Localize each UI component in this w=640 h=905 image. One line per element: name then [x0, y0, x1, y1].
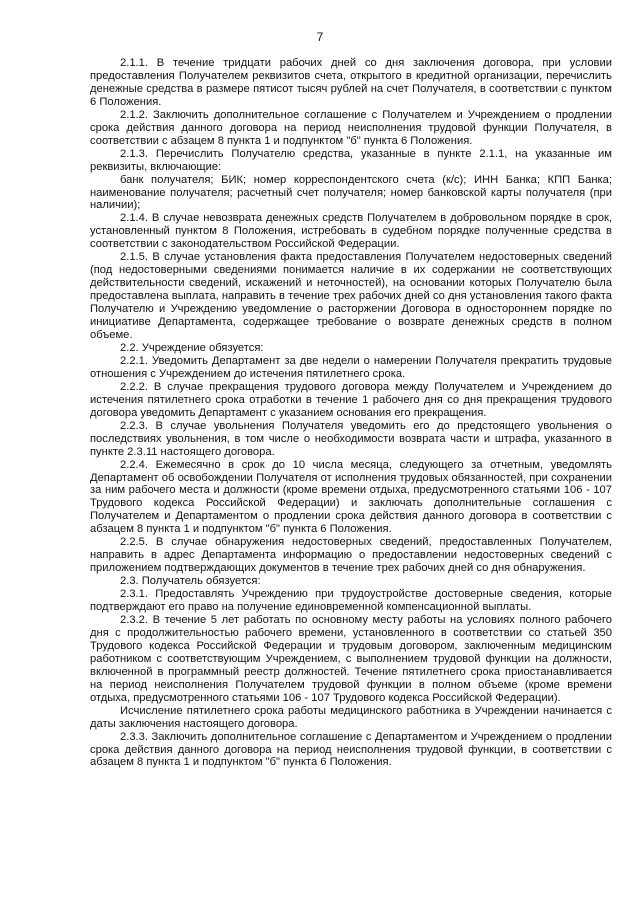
paragraph-2-2-4: 2.2.4. Ежемесячно в срок до 10 числа месяца, следующего за отчетным, уведомлять Департамент об освобождении Получателя от исполнения трудовых обязанностей, при сохранении за ним рабочего места и должности (кроме времени отдыха, предусмотренного статьями 106 - 107 Трудового кодекса Российской Федерации) и заключать дополнительные соглашения с Получателем и Департаментом о продлении срока действия данного договора в соответствии с абзацем 8 пункта 1 и подпунктом "б" пункта 6 Положения. [90, 458, 612, 536]
paragraph-2-3-2: 2.3.2. В течение 5 лет работать по основному месту работы на условиях полного рабочего дня с продолжительностью рабочего времени, установленного в соответствии со статьей 350 Трудового кодекса Российской Федерации и трудовым договором, заключенным медицинским работником с соответствующим Учреждением, с выполнением трудовой функции на должности, включенной в программный реестр должностей. Течение пятилетнего срока приостанавливается на период неисполнения Получателем трудовой функции в полном объеме (кроме времени отдыха, предусмотренного статьями 106 - 107 Трудового кодекса Российской Федерации). [90, 613, 612, 704]
paragraph-2-3-1: 2.3.1. Предоставлять Учреждению при трудоустройстве достоверные сведения, которые подтверждают его право на получение единовременной компенсационной выплаты. [90, 588, 612, 614]
paragraph-term-start: Исчисление пятилетнего срока работы медицинского работника в Учреждении начинается с даты заключения настоящего договора. [90, 704, 612, 730]
document-body [90, 57, 612, 769]
paragraph-2-1-4: 2.1.4. В случае невозврата денежных средств Получателем в добровольном порядке в срок, установленный пунктом 8 Положения, истребовать в судебном порядке полученные средства в соответствии с законодательством Российской Федерации. [90, 212, 612, 251]
section-heading-2-2: 2.2. Учреждение обязуется: [120, 341, 264, 354]
paragraph-2-3-3: 2.3.3. Заключить дополнительное соглашение с Департаментом и Учреждением о продлении срока действия данного договора на период неисполнения трудовой функции, в соответствии с абзацем 8 пункта 1 и подпунктом "б" пункта 6 Положения. [90, 730, 612, 769]
paragraph-2-1-2: 2.1.2. Заключить дополнительное соглашение с Получателем и Учреждением о продлении срока действия данного договора на период неисполнения трудовой функции Получателя, в соответствии с абзацем 8 пункта 1 и подпунктом "б" пункта 6 Положения. [90, 108, 612, 147]
paragraph-2-1-5: 2.1.5. В случае установления факта предоставления Получателем недостоверных сведений (под недостоверными сведениями понимается наличие в их содержании не соответствующих действительности сведений, искажений и неточностей), на основании которых Получателю была предоставлена выплата, направить в течение трех рабочих дней со дня установления такого факта Получателю и Учреждению уведомление о расторжении Договора в одностороннем порядке по инициативе Департамента, содержащее требование о возврате денежных средств в полном объеме. [90, 251, 612, 342]
paragraph-2-1-1: 2.1.1. В течение тридцати рабочих дней со дня заключения договора, при условии предоставления Получателем реквизитов счета, открытого в кредитной организации, перечислить денежные средства в размере пятисот тысяч рублей на счет Получателя, в соответствии с пунктом 6 Положения. [90, 57, 612, 108]
paragraph-2-2-5: 2.2.5. В случае обнаружения недостоверных сведений, предоставленных Получателем, направить в адрес Департамента информацию о предоставлении недостоверных сведений с приложением подтверждающих документов в течение трех рабочих дней со дня обнаружения. [90, 536, 612, 575]
page-number: 7 [316, 30, 324, 44]
paragraph-2-2-3: 2.2.3. В случае увольнения Получателя уведомить его до предстоящего увольнения о последствиях увольнения, в том числе о необходимости возврата части и штрафа, указанного в пункте 2.3.11 настоящего договора. [90, 419, 612, 458]
paragraph-2-1-3: 2.1.3. Перечислить Получателю средства, указанные в пункте 2.1.1, на указанные им реквизиты, включающие: [90, 147, 612, 173]
paragraph-2-2-1: 2.2.1. Уведомить Департамент за две недели о намерении Получателя прекратить трудовые отношения с Учреждением до истечения пятилетнего срока. [90, 354, 612, 380]
paragraph-2-2-2: 2.2.2. В случае прекращения трудового договора между Получателем и Учреждением до истечения пятилетнего срока отработки в течение 1 рабочего дня со дня прекращения трудового договора уведомить Департамент с указанием основания его прекращения. [90, 380, 612, 419]
paragraph-requisites-list: банк получателя; БИК; номер корреспондентского счета (к/с); ИНН Банка; КПП Банка; наименование получателя; расчетный счет получателя; номер банковской карты получателя (при наличии); [90, 173, 612, 212]
section-heading-2-3: 2.3. Получатель обязуется: [120, 575, 261, 588]
